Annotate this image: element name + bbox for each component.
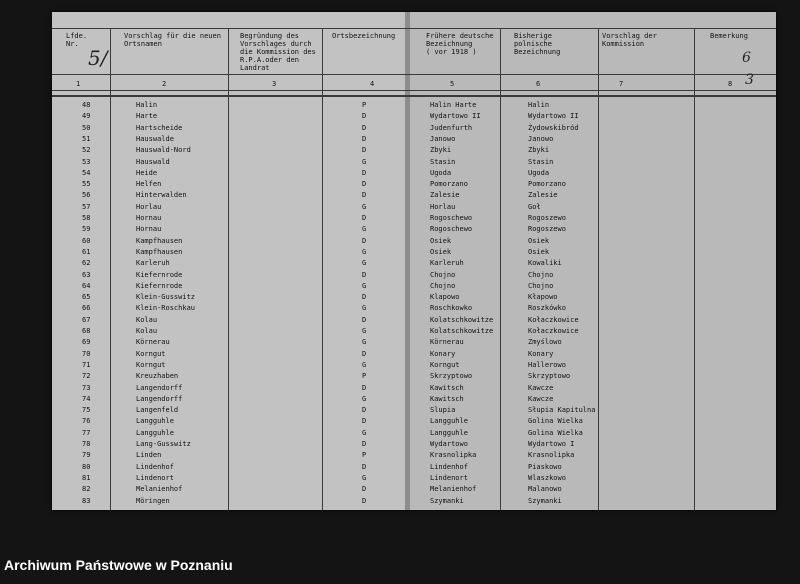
cell-name: Hornau xyxy=(136,225,162,234)
cell-polish: Golina Wielka xyxy=(528,417,583,426)
cell-type: G xyxy=(362,304,367,313)
cell-nr: 51 xyxy=(82,134,91,143)
cell-nr: 52 xyxy=(82,146,91,155)
cell-type: D xyxy=(362,236,367,245)
colnum-line xyxy=(52,90,776,91)
header-top-line xyxy=(52,28,776,29)
cell-polish: Skrzyptowo xyxy=(528,372,571,381)
cell-nr: 68 xyxy=(82,327,91,335)
cell-name: Körnerau xyxy=(136,338,170,347)
column-number: 8 xyxy=(728,80,733,88)
cell-nr: 65 xyxy=(82,293,91,302)
cell-name: Lindenort xyxy=(136,473,174,482)
cell-polish: Ugoda xyxy=(528,168,550,177)
cell-type: D xyxy=(362,123,367,132)
cell-name: Karleruh xyxy=(136,259,170,268)
table-row xyxy=(52,213,776,223)
cell-type: P xyxy=(362,451,367,460)
cell-nr: 57 xyxy=(82,202,91,211)
cell-polish: Halin xyxy=(528,101,550,109)
cell-german: Chojno xyxy=(430,281,456,290)
cell-name: Langendorff xyxy=(136,383,183,392)
cell-name: Langguhle xyxy=(136,417,174,426)
cell-polish: Kołaczkowice xyxy=(528,327,579,335)
cell-polish: Konary xyxy=(528,349,554,358)
cell-polish: Wlaszkowo xyxy=(528,473,566,482)
cell-german: Osiek xyxy=(430,236,452,245)
cell-nr: 63 xyxy=(82,270,91,279)
cell-polish: Osiek xyxy=(528,247,550,256)
cell-german: Körnerau xyxy=(430,338,464,347)
table-row xyxy=(52,179,776,189)
table-row xyxy=(52,349,776,359)
cell-name: Horlau xyxy=(136,202,162,211)
cell-type: D xyxy=(362,462,367,471)
cell-name: Hinterwalden xyxy=(136,191,187,200)
cell-type: D xyxy=(362,315,367,324)
table-row xyxy=(52,236,776,246)
cell-german: Zalesie xyxy=(430,191,460,200)
header-remarks: Bemerkung xyxy=(710,32,748,40)
table-row xyxy=(52,428,776,438)
table-row xyxy=(52,303,776,313)
cell-german: Szymanki xyxy=(430,496,464,505)
cell-name: Heide xyxy=(136,168,158,177)
handwritten-mark: 6 xyxy=(742,50,751,66)
cell-german: Kolatschkowitze xyxy=(430,315,494,324)
table-row xyxy=(52,190,776,200)
table-row xyxy=(52,450,776,460)
cell-name: Linden xyxy=(136,451,162,460)
header-former-german: Frühere deutsche Bezeichnung ( vor 1918 ) xyxy=(426,32,494,56)
cell-nr: 81 xyxy=(82,473,91,482)
cell-german: Rogoschewo xyxy=(430,214,473,222)
cell-type: D xyxy=(362,485,367,494)
cell-german: Pomorzano xyxy=(430,180,468,189)
table-row xyxy=(52,496,776,506)
cell-type: G xyxy=(362,327,367,335)
cell-german: Langguhle xyxy=(430,428,468,437)
cell-type: P xyxy=(362,101,367,109)
cell-type: G xyxy=(362,394,367,403)
cell-german: Ugoda xyxy=(430,168,452,177)
header-polish: Bisherige polnische Bezeichnung xyxy=(514,32,561,56)
header-new-names: Vorschlag für die neuen Ortsnamen xyxy=(124,32,221,48)
cell-name: Hartscheide xyxy=(136,123,183,132)
cell-nr: 75 xyxy=(82,406,91,415)
cell-german: Zbyki xyxy=(430,146,452,155)
table-row xyxy=(52,202,776,212)
cell-polish: Rogoszewo xyxy=(528,225,566,234)
cell-german: Kolatschkowitze xyxy=(430,327,494,335)
cell-nr: 67 xyxy=(82,315,91,324)
cell-name: Kolau xyxy=(136,327,158,335)
cell-name: Harte xyxy=(136,112,158,121)
header-place-type: Ortsbezeichnung xyxy=(332,32,396,40)
cell-type: D xyxy=(362,440,367,448)
cell-polish: Malanowo xyxy=(528,485,562,494)
cell-polish: Chojno xyxy=(528,270,554,279)
cell-nr: 54 xyxy=(82,168,91,177)
cell-german: Osiek xyxy=(430,247,452,256)
table-row xyxy=(52,371,776,381)
cell-name: Hauswald xyxy=(136,157,170,166)
table-row xyxy=(52,258,776,268)
cell-german: Chojno xyxy=(430,270,456,279)
cell-german: Melanienhof xyxy=(430,485,477,494)
cell-name: Möringen xyxy=(136,496,170,505)
column-number: 7 xyxy=(619,80,624,88)
cell-type: D xyxy=(362,406,367,415)
cell-german: Lindenhof xyxy=(430,462,468,471)
table-row xyxy=(52,224,776,234)
cell-polish: Słupia Kapitulna xyxy=(528,406,596,415)
header-bottom-line xyxy=(52,74,776,75)
cell-nr: 79 xyxy=(82,451,91,460)
cell-german: Kawitsch xyxy=(430,394,464,403)
header-lfde-nr: Lfde. Nr. xyxy=(66,32,88,48)
cell-polish: Rogoszewo xyxy=(528,214,566,222)
cell-type: G xyxy=(362,281,367,290)
cell-nr: 59 xyxy=(82,225,91,234)
cell-german: Roschkowko xyxy=(430,304,473,313)
cell-nr: 74 xyxy=(82,394,91,403)
cell-type: D xyxy=(362,270,367,279)
cell-nr: 60 xyxy=(82,236,91,245)
table-row xyxy=(52,405,776,415)
archive-watermark: Archiwum Państwowe w Poznaniu xyxy=(4,557,233,573)
cell-german: Rogoschewo xyxy=(430,225,473,234)
cell-name: Kiefernrode xyxy=(136,281,183,290)
cell-nr: 83 xyxy=(82,496,91,505)
cell-polish: Kowaliki xyxy=(528,259,562,268)
cell-german: Lindenort xyxy=(430,473,468,482)
table-row xyxy=(52,123,776,133)
cell-nr: 77 xyxy=(82,428,91,437)
cell-nr: 72 xyxy=(82,372,91,381)
cell-name: Langguhle xyxy=(136,428,174,437)
cell-polish: Krasnolipka xyxy=(528,451,575,460)
cell-name: Klein-Roschkau xyxy=(136,304,196,313)
cell-nr: 48 xyxy=(82,101,91,109)
cell-name: Melanienhof xyxy=(136,485,183,494)
cell-name: Halin xyxy=(136,101,158,109)
table-row xyxy=(52,473,776,483)
cell-nr: 61 xyxy=(82,247,91,256)
cell-german: Stasin xyxy=(430,157,456,166)
cell-name: Kampfhausen xyxy=(136,247,183,256)
column-number: 3 xyxy=(272,80,277,88)
table-row xyxy=(52,100,776,110)
handwritten-mark: 5/ xyxy=(88,46,108,70)
column-number: 6 xyxy=(536,80,541,88)
cell-polish: Wydartowo II xyxy=(528,112,579,121)
cell-name: Hornau xyxy=(136,214,162,222)
cell-type: G xyxy=(362,259,367,268)
cell-type: G xyxy=(362,473,367,482)
column-number: 4 xyxy=(370,80,375,88)
column-number: 2 xyxy=(162,80,167,88)
cell-name: Korngut xyxy=(136,360,166,369)
cell-nr: 76 xyxy=(82,417,91,426)
cell-german: Klapowo xyxy=(430,293,460,302)
cell-nr: 50 xyxy=(82,123,91,132)
cell-polish: Stasin xyxy=(528,157,554,166)
cell-polish: Kłapowo xyxy=(528,293,558,302)
cell-type: G xyxy=(362,202,367,211)
cell-polish: Hallerowo xyxy=(528,360,566,369)
cell-nr: 82 xyxy=(82,485,91,494)
cell-nr: 69 xyxy=(82,338,91,347)
cell-german: Wydartowo xyxy=(430,440,468,448)
cell-name: Kreuzhaben xyxy=(136,372,179,381)
cell-german: Konary xyxy=(430,349,456,358)
table-row xyxy=(52,360,776,370)
cell-nr: 71 xyxy=(82,360,91,369)
cell-polish: Piaskowo xyxy=(528,462,562,471)
table-row xyxy=(52,394,776,404)
cell-type: D xyxy=(362,168,367,177)
cell-type: D xyxy=(362,214,367,222)
table-row xyxy=(52,145,776,155)
cell-german: Janowo xyxy=(430,134,456,143)
table-row xyxy=(52,315,776,325)
cell-type: G xyxy=(362,338,367,347)
cell-german: Horlau xyxy=(430,202,456,211)
cell-type: G xyxy=(362,360,367,369)
cell-type: G xyxy=(362,247,367,256)
cell-german: Skrzyptowo xyxy=(430,372,473,381)
header-justification: Begründung des Vorschlages durch die Kommission des R.P.A.oder den Landrat xyxy=(240,32,316,72)
table-row xyxy=(52,111,776,121)
cell-german: Karleruh xyxy=(430,259,464,268)
cell-nr: 62 xyxy=(82,259,91,268)
cell-name: Hauswalde xyxy=(136,134,174,143)
cell-polish: Wydartowo I xyxy=(528,440,575,448)
cell-nr: 58 xyxy=(82,214,91,222)
handwritten-mark: 3 xyxy=(745,72,754,88)
table-row xyxy=(52,484,776,494)
cell-name: Langendorff xyxy=(136,394,183,403)
cell-nr: 66 xyxy=(82,304,91,313)
cell-nr: 78 xyxy=(82,440,91,448)
table-row xyxy=(52,439,776,449)
header-commission: Vorschlag der Kommission xyxy=(602,32,657,48)
cell-type: D xyxy=(362,349,367,358)
cell-german: Korngut xyxy=(430,360,460,369)
cell-name: Korngut xyxy=(136,349,166,358)
cell-type: D xyxy=(362,112,367,121)
table-row xyxy=(52,157,776,167)
cell-name: Helfen xyxy=(136,180,162,189)
cell-name: Kiefernrode xyxy=(136,270,183,279)
document-scan xyxy=(52,12,776,510)
cell-polish: Roszkówko xyxy=(528,304,566,313)
cell-type: D xyxy=(362,417,367,426)
cell-polish: Golina Wielka xyxy=(528,428,583,437)
cell-german: Krasnolipka xyxy=(430,451,477,460)
column-number: 1 xyxy=(76,80,81,88)
cell-polish: Kołaczkowice xyxy=(528,315,579,324)
table-row xyxy=(52,292,776,302)
cell-nr: 73 xyxy=(82,383,91,392)
cell-polish: Zbyki xyxy=(528,146,550,155)
cell-german: Kawitsch xyxy=(430,383,464,392)
cell-type: D xyxy=(362,146,367,155)
cell-german: Wydartowo II xyxy=(430,112,481,121)
cell-name: Lang-Gusswitz xyxy=(136,440,191,448)
cell-nr: 56 xyxy=(82,191,91,200)
cell-name: Hauswald-Nord xyxy=(136,146,191,155)
cell-name: Langenfeld xyxy=(136,406,179,415)
cell-polish: Kawcze xyxy=(528,383,554,392)
table-row xyxy=(52,247,776,257)
cell-name: Klein-Gusswitz xyxy=(136,293,196,302)
cell-polish: Osiek xyxy=(528,236,550,245)
cell-german: Halin Harte xyxy=(430,101,477,109)
table-row xyxy=(52,270,776,280)
cell-nr: 80 xyxy=(82,462,91,471)
cell-polish: Pomorzano xyxy=(528,180,566,189)
cell-polish: Żydowskibród xyxy=(528,123,579,132)
table-row xyxy=(52,337,776,347)
cell-type: D xyxy=(362,134,367,143)
table-row xyxy=(52,168,776,178)
cell-type: G xyxy=(362,157,367,166)
cell-type: G xyxy=(362,428,367,437)
cell-nr: 53 xyxy=(82,157,91,166)
cell-nr: 64 xyxy=(82,281,91,290)
cell-polish: Kawcze xyxy=(528,394,554,403)
table-row xyxy=(52,462,776,472)
column-number: 5 xyxy=(450,80,455,88)
cell-name: Kolau xyxy=(136,315,158,324)
cell-german: Langguhle xyxy=(430,417,468,426)
table-row xyxy=(52,134,776,144)
cell-polish: Szymanki xyxy=(528,496,562,505)
table-row xyxy=(52,281,776,291)
cell-type: D xyxy=(362,180,367,189)
cell-type: G xyxy=(362,225,367,234)
cell-type: P xyxy=(362,372,367,381)
table-row xyxy=(52,416,776,426)
cell-type: D xyxy=(362,383,367,392)
cell-nr: 55 xyxy=(82,180,91,189)
cell-name: Lindenhof xyxy=(136,462,174,471)
cell-name: Kampfhausen xyxy=(136,236,183,245)
cell-polish: Zmyślowo xyxy=(528,338,562,347)
colnum-line-double xyxy=(52,95,776,97)
table-row xyxy=(52,383,776,393)
cell-type: D xyxy=(362,496,367,505)
cell-polish: Zalesie xyxy=(528,191,558,200)
table-row xyxy=(52,326,776,336)
cell-nr: 49 xyxy=(82,112,91,121)
cell-polish: Chojno xyxy=(528,281,554,290)
cell-polish: Goł xyxy=(528,202,541,211)
cell-german: Slupia xyxy=(430,406,456,415)
cell-type: D xyxy=(362,293,367,302)
cell-nr: 70 xyxy=(82,349,91,358)
cell-type: D xyxy=(362,191,367,200)
cell-polish: Janowo xyxy=(528,134,554,143)
cell-german: Judenfurth xyxy=(430,123,473,132)
